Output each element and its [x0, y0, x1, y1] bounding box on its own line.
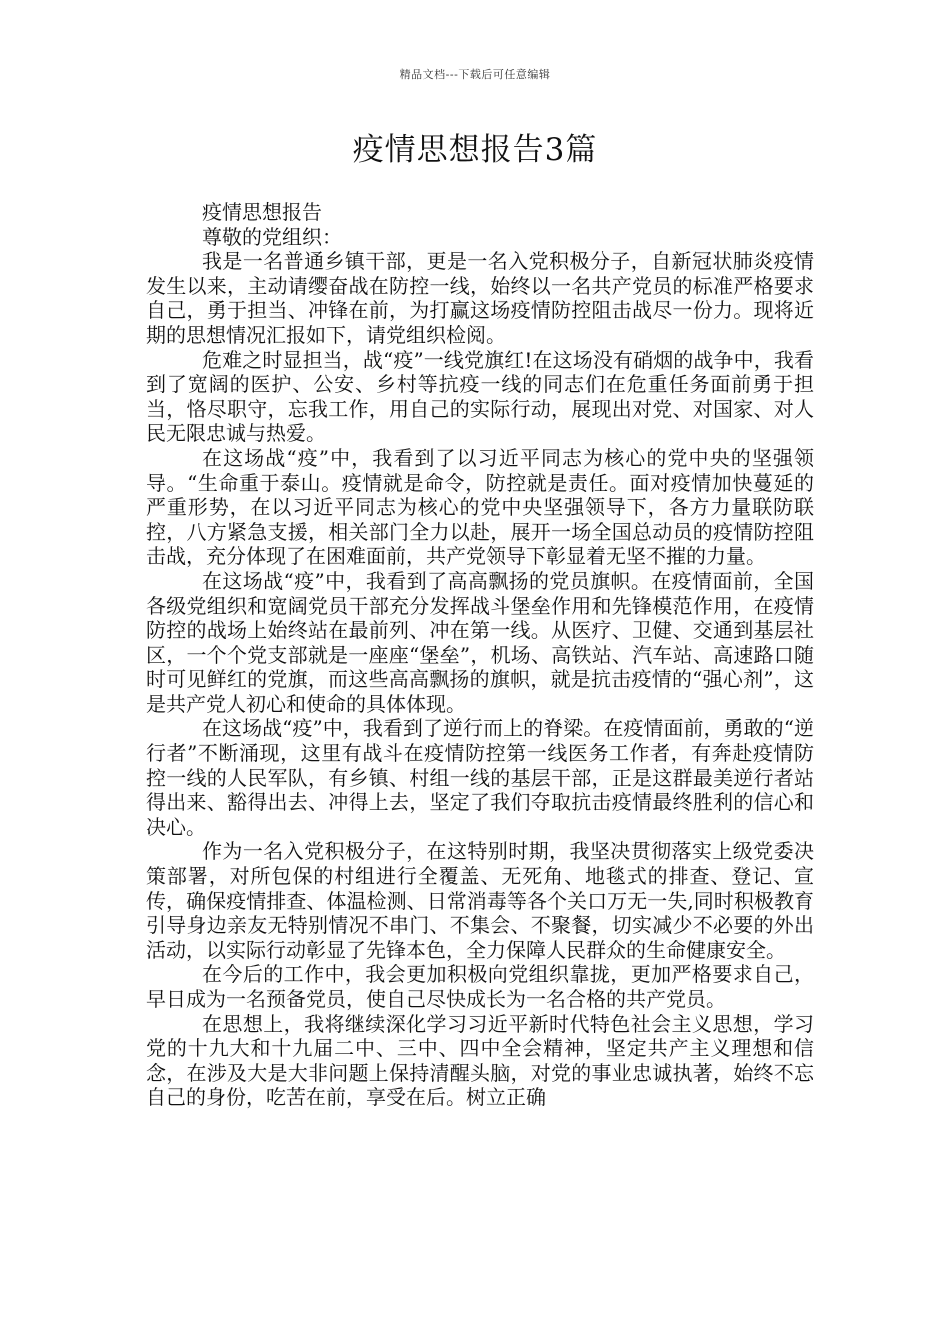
paragraph: 我是一名普通乡镇干部，更是一名入党积极分子，自新冠状肺炎疫情发生以来，主动请缨奋战在防控一线，始终以一名共产党员的标准严格要求自己，勇于担当、冲锋在前，为打赢这场疫情防控阻击战尽一份力。现将近期的思想情况汇报如下，请党组织检阅。 — [146, 249, 814, 347]
document-body — [146, 200, 814, 1110]
paragraph: 在这场战“疫”中，我看到了以习近平同志为核心的党中央的坚强领导。“生命重于泰山。疫情就是命令，防控就是责任。面对疫情加快蔓延的严重形势，在以习近平同志为核心的党中央坚强领导下，各方力量联防联控，八方紧急支援，相关部门全力以赴，展开一场全国总动员的疫情防控阻击战，充分体现了在困难面前，共产党领导下彰显着无坚不摧的力量。 — [146, 445, 814, 569]
paragraph: 在思想上，我将继续深化学习习近平新时代特色社会主义思想，学习党的十九大和十九届二中、三中、四中全会精神，坚定共产主义理想和信念，在涉及大是大非问题上保持清醒头脑，对党的事业忠诚执著，始终不忘自己的身份，吃苦在前，享受在后。树立正确 — [146, 1011, 814, 1110]
header-note: 精品文档---下载后可任意编辑 — [399, 68, 551, 81]
paragraph: 在今后的工作中，我会更加积极向党组织靠拢，更加严格要求自己，早日成为一名预备党员，使自己尽快成长为一名合格的共产党员。 — [146, 962, 814, 1011]
paragraph: 作为一名入党积极分子，在这特别时期，我坚决贯彻落实上级党委决策部署，对所包保的村组进行全覆盖、无死角、地毯式的排查、登记、宣传，确保疫情排查、体温检测、日常消毒等各个关口万无一失,同时积极教育引导身边亲友无特别情况不串门、不集会、不聚餐，切实减少不必要的外出活动，以实际行动彰显了先锋本色，全力保障人民群众的生命健康安全。 — [146, 839, 814, 962]
document-title: 疫情思想报告3篇 — [352, 132, 598, 168]
paragraph: 在这场战“疫”中，我看到了高高飘扬的党员旗帜。在疫情面前，全国各级党组织和宽阔党员干部充分发挥战斗堡垒作用和先锋模范作用，在疫情防控的战场上始终站在最前列、冲在第一线。从医疗、卫健、交通到基层社区，一个个党支部就是一座座“堡垒”，机场、高铁站、汽车站、高速路口随时可见鲜红的党旗，而这些高高飘扬的旗帜，就是抗击疫情的“强心剂”，这是共产党人初心和使命的具体体现。 — [146, 568, 814, 716]
salutation: 尊敬的党组织： — [202, 224, 342, 249]
paragraph: 危难之时显担当，战“疫”一线党旗红!在这场没有硝烟的战争中，我看到了宽阔的医护、公安、乡村等抗疫一线的同志们在危重任务面前勇于担当，恪尽职守，忘我工作，用自己的实际行动，展现出对党、对国家、对人民无限忠诚与热爱。 — [146, 347, 814, 446]
paragraph: 在这场战“疫”中，我看到了逆行而上的脊梁。在疫情面前，勇敢的“逆行者”不断涌现，这里有战斗在疫情防控第一线医务工作者，有奔赴疫情防控一线的人民军队，有乡镇、村组一线的基层干部，正是这群最美逆行者站得出来、豁得出去、冲得上去，坚定了我们夺取抗击疫情最终胜利的信心和决心。 — [146, 716, 814, 839]
document-subtitle: 疫情思想报告 — [202, 200, 322, 224]
